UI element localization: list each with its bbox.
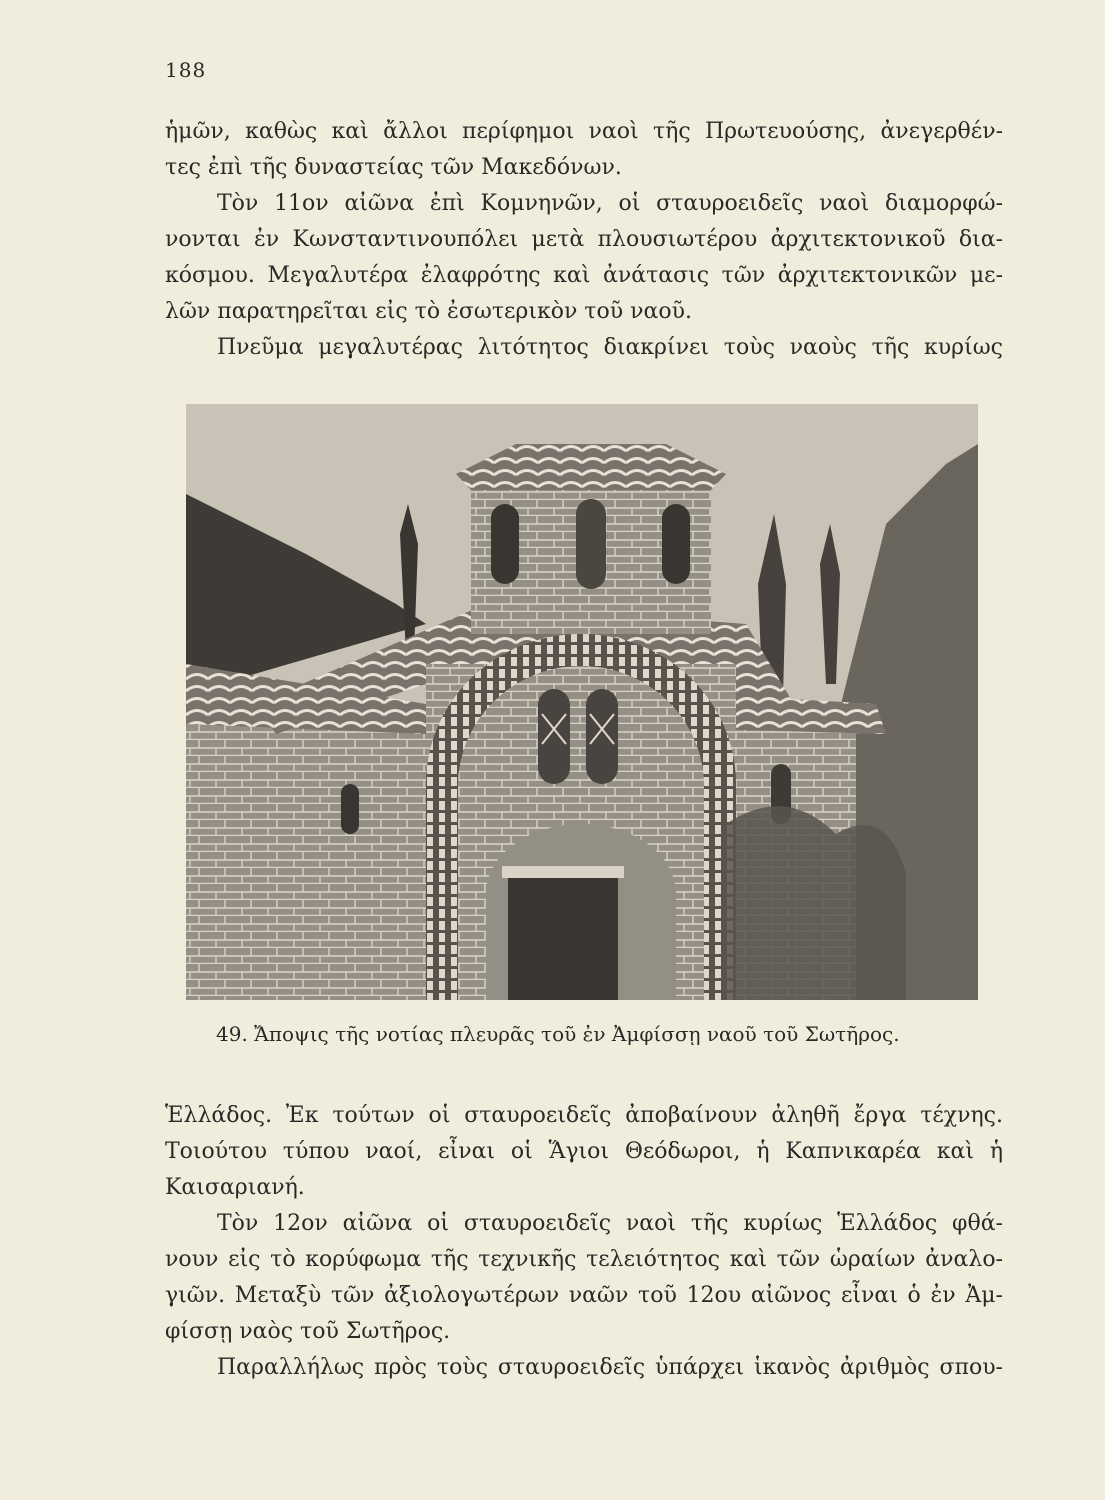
text-line: Πνεῦμα μεγαλυτέρας λιτότητος διακρίνει τοὺς ναοὺς τῆς κυρίως	[217, 335, 1003, 360]
church-photograph	[186, 404, 978, 1000]
text-line: γιῶν. Μεταξὺ τῶν ἀξιολογωτέρων ναῶν τοῦ 12ου αἰῶνος εἶναι ὁ ἐν Ἀμ-	[165, 1283, 1003, 1308]
paragraph-4	[165, 1098, 1003, 1206]
page-number: 188	[165, 58, 207, 82]
text-line: φίσσῃ ναὸς τοῦ Σωτῆρος.	[165, 1319, 451, 1344]
text-line: νονται ἐν Κωνσταντινουπόλει μετὰ πλουσιωτέρου ἀρχιτεκτονικοῦ δια-	[165, 227, 1003, 252]
text-line: Ἑλλάδος. Ἐκ τούτων οἱ σταυροειδεῖς ἀποβαίνουν ἀληθῆ ἔργα τέχνης.	[165, 1103, 1003, 1128]
paragraph-1	[165, 114, 1003, 186]
text-line: ἡμῶν, καθὼς καὶ ἄλλοι περίφημοι ναοὶ τῆς Πρωτευούσης, ἀνεγερθέν-	[165, 119, 1003, 144]
text-line: Τοιούτου τύπου ναοί, εἶναι οἱ Ἅγιοι Θεόδωροι, ἡ Καπνικαρέα καὶ ἡ	[165, 1139, 1003, 1164]
text-line: κόσμου. Μεγαλυτέρα ἐλαφρότης καὶ ἀνάτασις τῶν ἀρχιτεκτονικῶν με-	[165, 263, 1003, 288]
text-line: τες ἐπὶ τῆς δυναστείας τῶν Μακεδόνων.	[165, 155, 622, 180]
paragraph-6	[165, 1350, 1003, 1386]
figure-caption: 49. Ἄποψις τῆς νοτίας πλευρᾶς τοῦ ἐν Ἀμφίσσῃ ναοῦ τοῦ Σωτῆρος.	[216, 1022, 900, 1046]
paragraph-3	[165, 330, 1003, 366]
text-line: Τὸν 11ον αἰῶνα ἐπὶ Κομνηνῶν, οἱ σταυροειδεῖς ναοὶ διαμορφώ-	[217, 191, 1003, 216]
text-line: Τὸν 12ον αἰῶνα οἱ σταυροειδεῖς ναοὶ τῆς κυρίως Ἑλλάδος φθά-	[217, 1211, 1003, 1236]
text-line: νουν εἰς τὸ κορύφωμα τῆς τεχνικῆς τελειότητος καὶ τῶν ὡραίων ἀναλο-	[165, 1247, 1003, 1272]
paragraph-5	[165, 1206, 1003, 1350]
text-line: λῶν παρατηρεῖται εἰς τὸ ἐσωτερικὸν τοῦ ναοῦ.	[165, 299, 692, 324]
text-line: Παραλλήλως πρὸς τοὺς σταυροειδεῖς ὑπάρχει ἱκανὸς ἀριθμὸς σπου-	[217, 1355, 1003, 1380]
text-line: Καισαριανή.	[165, 1175, 305, 1200]
paragraph-2	[165, 186, 1003, 330]
